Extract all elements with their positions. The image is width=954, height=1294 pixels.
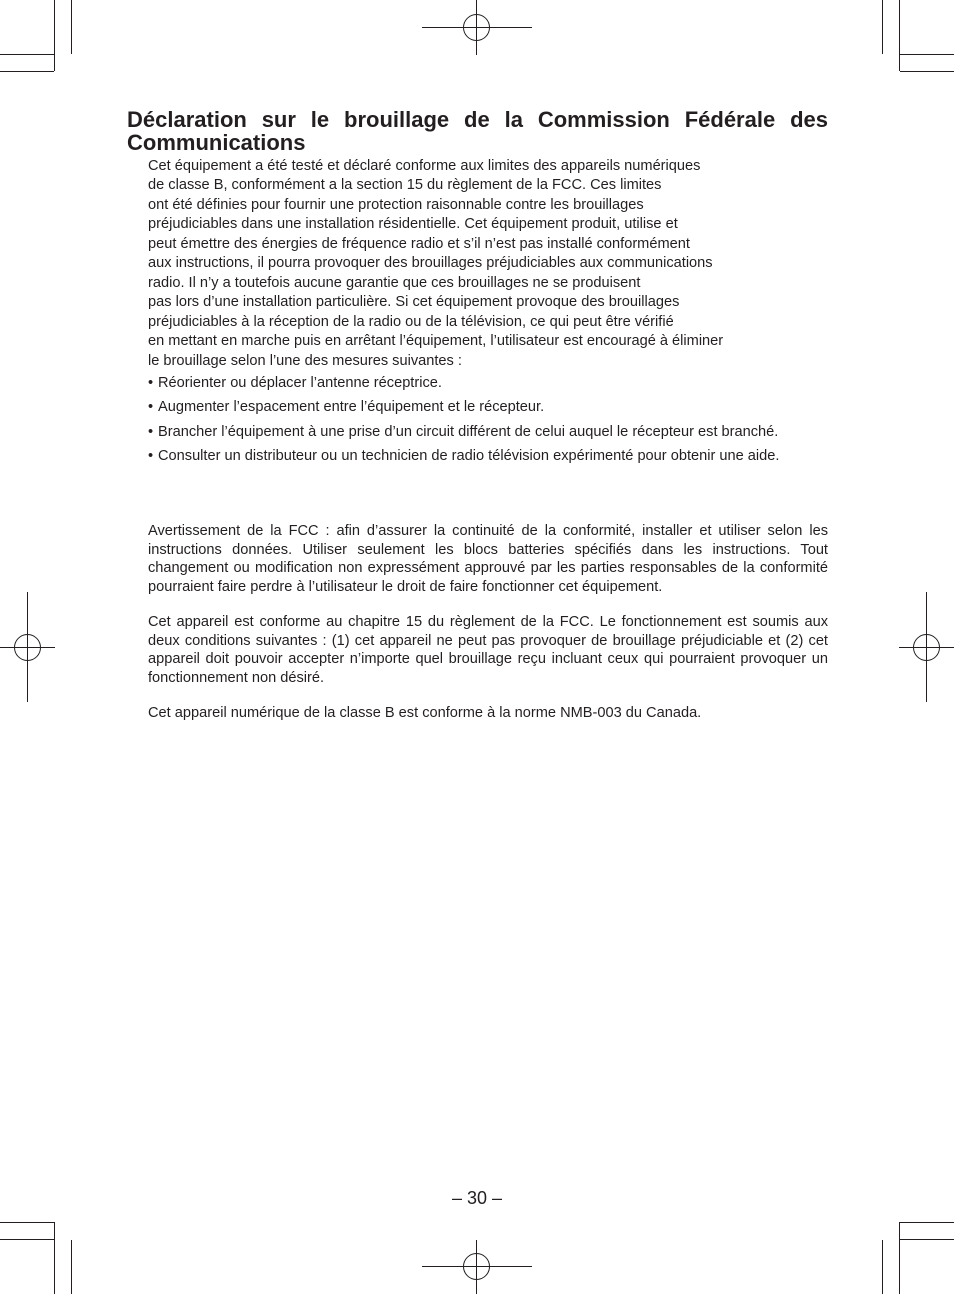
- intro-line: aux instructions, il pourra provoquer des brouillages préjudiciables aux communications: [148, 255, 713, 272]
- list-item: • Brancher l’équipement à une prise d’un circuit différent de celui auquel le récepteur est branché.: [148, 423, 828, 442]
- intro-line: préjudiciables à la réception de la radio ou de la télévision, ce qui peut être vérifié: [148, 313, 674, 330]
- fcc-warning-paragraph: Avertissement de la FCC : afin d’assurer la continuité de la conformité, installer et utiliser selon les instructions données. Utiliser seulement les blocs batteries spécifiés dans les instructions. Tout changement ou modification non expressément approuvé par les parties responsables de la conformité pourraient faire perdre à l’utilisateur le droit de faire fonctionner cet équipement.: [148, 523, 828, 595]
- part15-paragraph: Cet appareil est conforme au chapitre 15 du règlement de la FCC. Le fonctionnement est soumis aux deux conditions suivantes : (1) cet appareil ne peut pas provoquer de brouillage préjudiciable et (2) cet appareil doit pouvoir accepter n’importe quel brouillage reçu incluant ceux qui pourraient provoquer un fonctionnement non désiré.: [148, 614, 828, 686]
- intro-line: en mettant en marche puis en arrêtant l’équipement, l’utilisateur est encouragé à éliminer: [148, 333, 724, 350]
- page-number: – 30 –: [451, 1188, 503, 1208]
- registration-mark-left: [0, 592, 55, 702]
- intro-line: pas lors d’une installation particulière. Si cet équipement provoque des brouillages: [148, 294, 680, 311]
- intro-line: ont été définies pour fournir une protection raisonnable contre les brouillages: [148, 196, 644, 213]
- registration-mark-top: [422, 0, 532, 55]
- intro-paragraph: [148, 157, 838, 371]
- list-item: • Consulter un distributeur ou un technicien de radio télévision expérimenté pour obtenir une aide.: [148, 447, 828, 466]
- intro-line: Cet équipement a été testé et déclaré conforme aux limites des appareils numériques: [148, 158, 701, 174]
- intro-line: le brouillage selon l’une des mesures suivantes :: [148, 352, 462, 369]
- registration-mark-bottom: [422, 1240, 532, 1294]
- intro-line: radio. Il n’y a toutefois aucune garantie que ces brouillages ne se produisent: [148, 274, 641, 291]
- nmb003-paragraph: Cet appareil numérique de la classe B est conforme à la norme NMB-003 du Canada.: [148, 705, 702, 721]
- registration-mark-right: [899, 592, 954, 702]
- intro-line: de classe B, conformément a la section 15 du règlement de la FCC. Ces limites: [148, 177, 662, 194]
- intro-line: peut émettre des énergies de fréquence radio et s’il n’est pas installé conformément: [148, 235, 690, 252]
- list-item: • Augmenter l’espacement entre l’équipement et le récepteur.: [148, 398, 828, 417]
- section-heading: Déclaration sur le brouillage de la Commission Fédérale des Communications: [127, 107, 828, 155]
- list-item: • Réorienter ou déplacer l’antenne réceptrice.: [148, 374, 828, 393]
- intro-line: préjudiciables dans une installation résidentielle. Cet équipement produit, utilise et: [148, 216, 678, 233]
- measures-list: [148, 374, 828, 467]
